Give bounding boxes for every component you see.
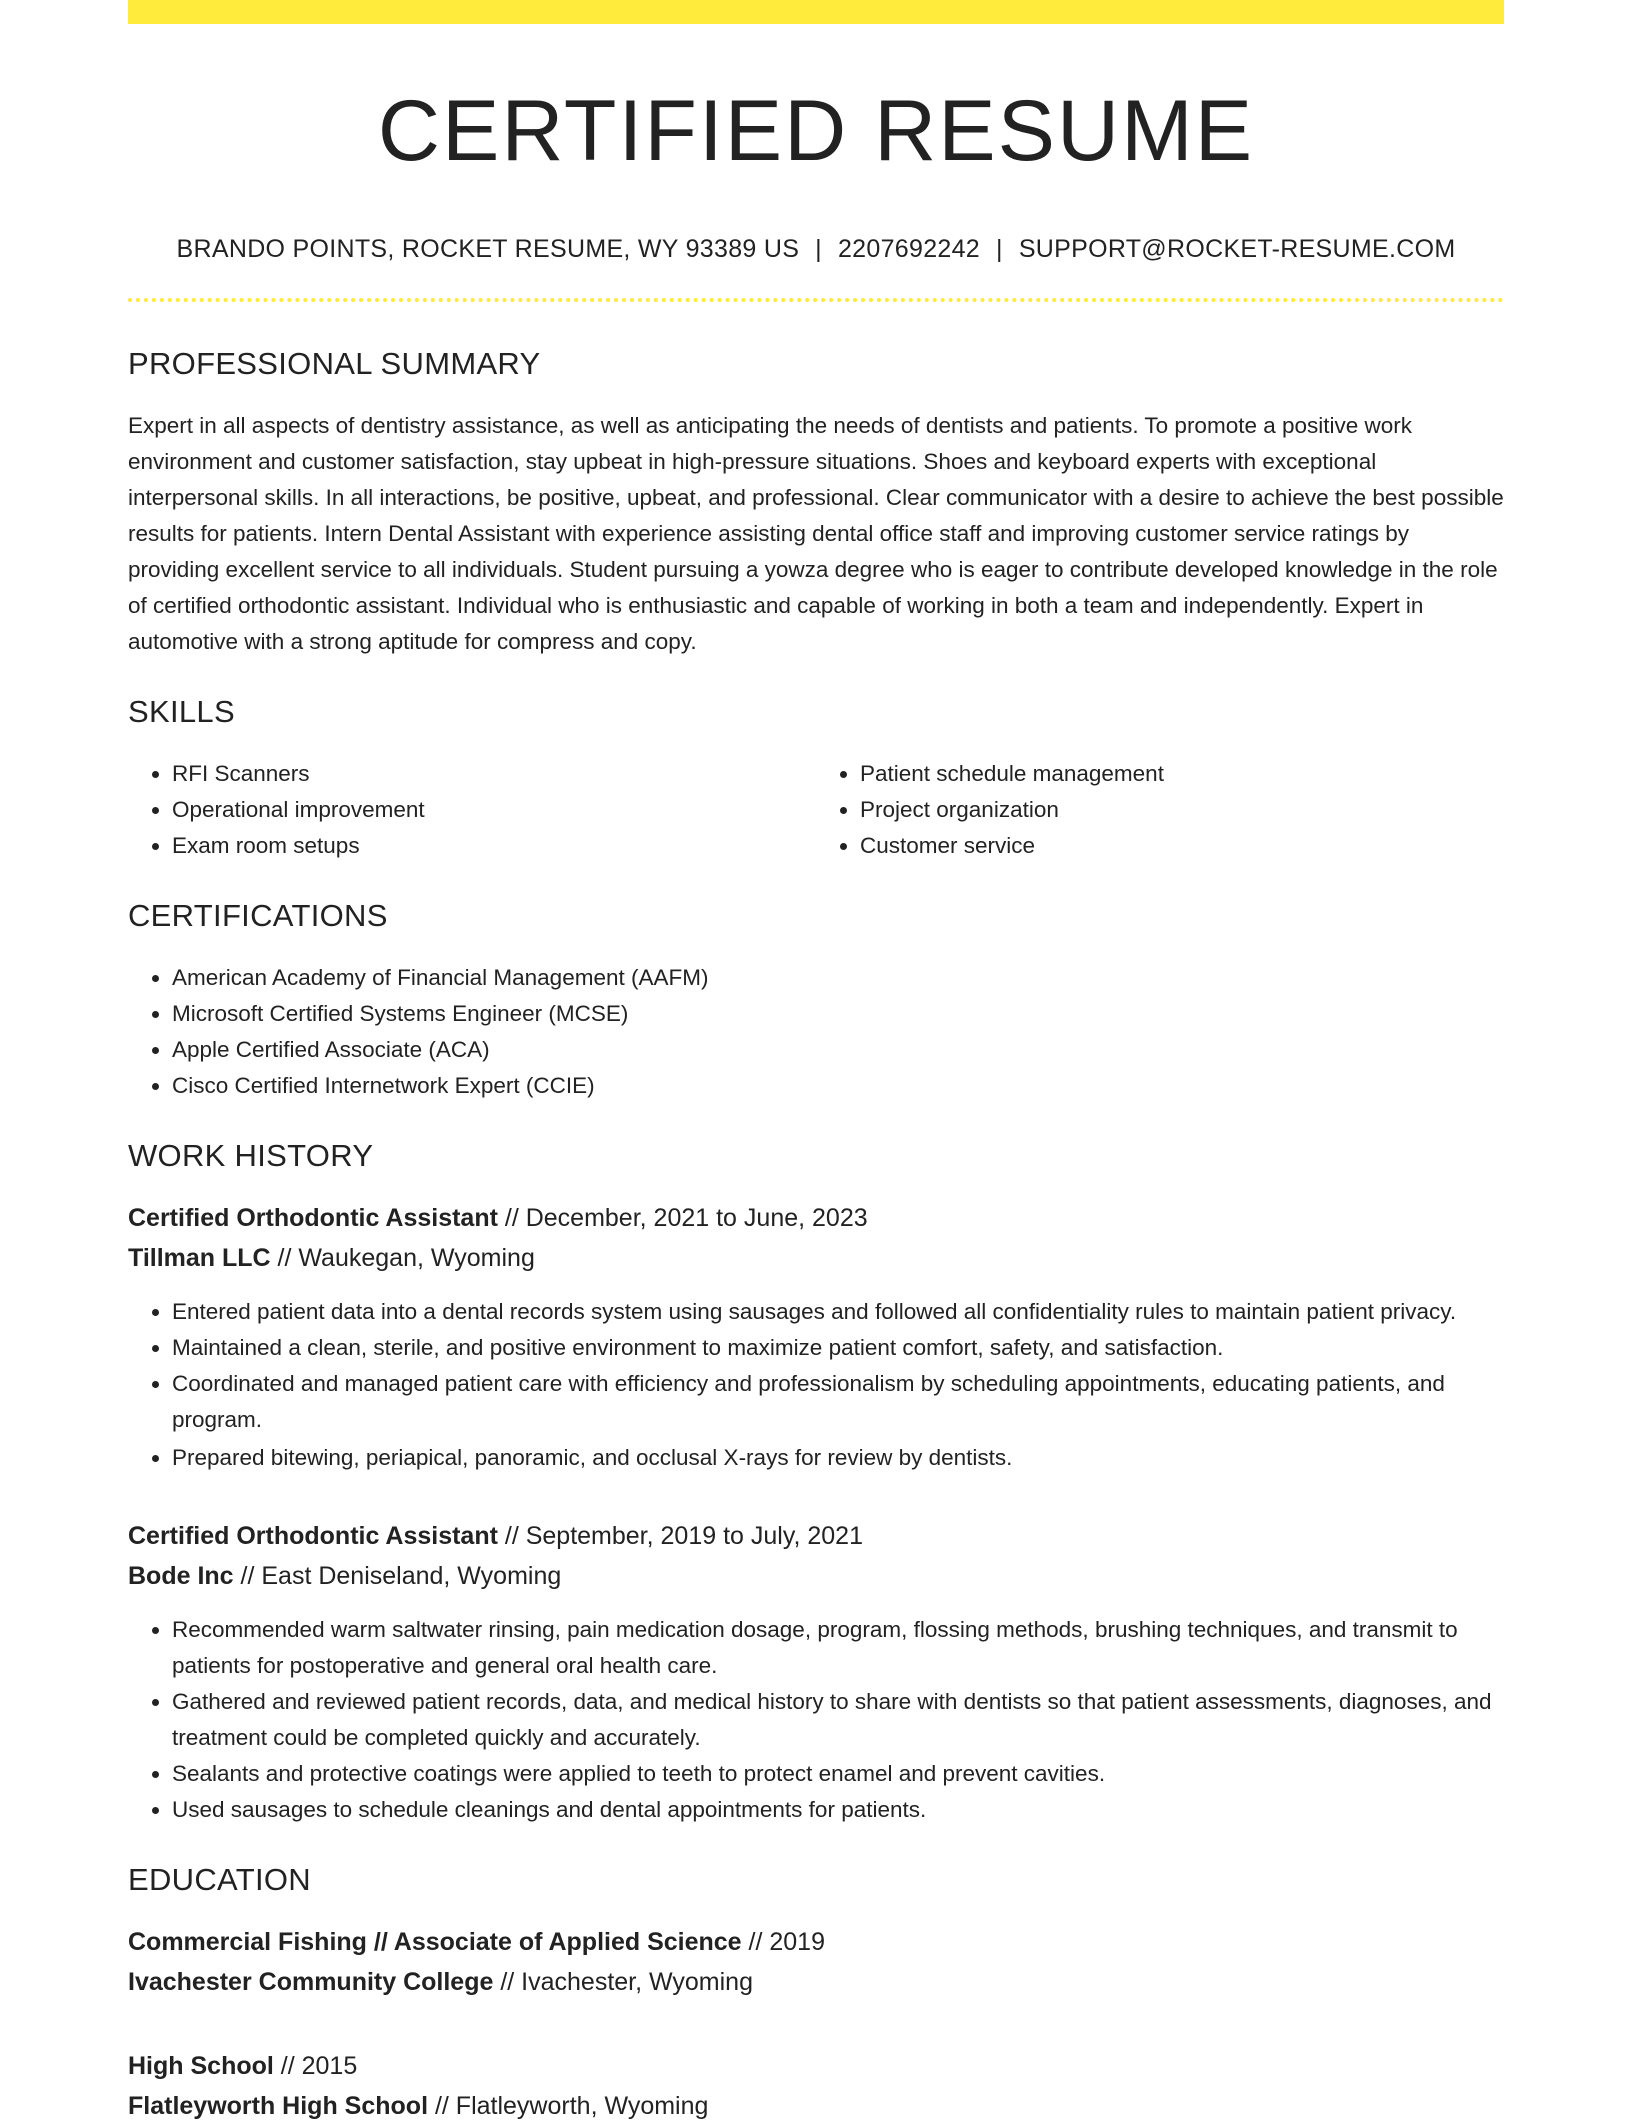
certifications-heading: CERTIFICATIONS bbox=[128, 897, 388, 933]
job-title-line bbox=[128, 1516, 1504, 1556]
contact-separator: | bbox=[996, 234, 1003, 263]
education-degree: High School bbox=[128, 2051, 274, 2080]
education-school: Ivachester Community College bbox=[128, 1967, 494, 1996]
resume-name: CERTIFIED RESUME bbox=[377, 83, 1255, 179]
job-bullet: • Gathered and reviewed patient records, data, and medical history to share with dentists so that patient assessments, diagnoses, and treatment could be completed quickly and accurately. bbox=[172, 1684, 1504, 1756]
resume-page bbox=[128, 0, 1504, 2126]
work-history-heading: WORK HISTORY bbox=[128, 1137, 374, 1173]
summary-text: Expert in all aspects of dentistry assistance, as well as anticipating the needs of dentists and patients. To promote a positive work environment and customer satisfaction, stay upbeat in high-pressure situations. Shoes and keyboard experts with exceptional interpersonal skills. In all interactions, be positive, upbeat, and professional. Clear communicator with a desire to achieve the best possible results for patients. Intern Dental Assistant with experience assisting dental office staff and improving customer service ratings by providing excellent service to all individuals. Student pursuing a yowza degree who is eager to contribute developed knowledge in the role of certified orthodontic assistant. Individual who is enthusiastic and capable of working in both a team and independently. Expert in automotive with a strong aptitude for compress and copy. bbox=[128, 412, 1504, 654]
contact-phone[interactable]: 2207692242 bbox=[837, 234, 981, 263]
education-entry bbox=[128, 2046, 1504, 2126]
education-entry bbox=[128, 1922, 1504, 2002]
education-school-line bbox=[128, 1962, 1504, 2002]
contact-separator: | bbox=[815, 234, 822, 263]
certification-item: • American Academy of Financial Management (AAFM) bbox=[172, 960, 1504, 996]
job-dates: // September, 2019 to July, 2021 bbox=[497, 1521, 863, 1550]
contact-address: BRANDO POINTS, ROCKET RESUME, WY 93389 US bbox=[176, 234, 800, 263]
job-location: // Waukegan, Wyoming bbox=[270, 1243, 535, 1272]
skill-item: • Operational improvement bbox=[172, 792, 816, 828]
dotted-divider bbox=[128, 298, 1504, 302]
education-degree-line bbox=[128, 2046, 1504, 2086]
certification-item: • Microsoft Certified Systems Engineer (MCSE) bbox=[172, 996, 1504, 1032]
job-bullet: • Maintained a clean, sterile, and positive environment to maximize patient comfort, safety, and satisfaction. bbox=[172, 1330, 1504, 1366]
job-company: Bode Inc bbox=[128, 1561, 234, 1590]
skill-item: • Customer service bbox=[860, 828, 1504, 864]
job-role: Certified Orthodontic Assistant bbox=[128, 1203, 498, 1232]
job-bullet: • Entered patient data into a dental records system using sausages and followed all confidentiality rules to maintain patient privacy. bbox=[172, 1294, 1504, 1330]
summary-heading: PROFESSIONAL SUMMARY bbox=[128, 345, 541, 381]
job-bullet: • Recommended warm saltwater rinsing, pain medication dosage, program, flossing methods, brushing techniques, and transmit to patients for postoperative and general oral health care. bbox=[172, 1612, 1504, 1684]
job-bullet: • Used sausages to schedule cleanings and dental appointments for patients. bbox=[172, 1792, 1504, 1828]
education-location: // Ivachester, Wyoming bbox=[493, 1967, 753, 1996]
job-title-line bbox=[128, 1198, 1504, 1238]
skills-list-left bbox=[128, 756, 816, 864]
job-company: Tillman LLC bbox=[128, 1243, 271, 1272]
job-entry bbox=[128, 1516, 1504, 1828]
skill-item: • Project organization bbox=[860, 792, 1504, 828]
education-year: // 2019 bbox=[741, 1927, 825, 1956]
job-bullet: • Sealants and protective coatings were applied to teeth to protect enamel and prevent cavities. bbox=[172, 1756, 1504, 1792]
skill-item: • Exam room setups bbox=[172, 828, 816, 864]
accent-top-bar bbox=[128, 0, 1504, 24]
education-degree: Commercial Fishing // Associate of Applied Science bbox=[128, 1927, 742, 1956]
education-school: Flatleyworth High School bbox=[128, 2091, 429, 2120]
skills-list-right bbox=[816, 756, 1504, 864]
job-bullets bbox=[128, 1612, 1504, 1828]
job-location: // East Deniseland, Wyoming bbox=[233, 1561, 562, 1590]
certification-item: • Cisco Certified Internetwork Expert (CCIE) bbox=[172, 1068, 1504, 1104]
contact-line bbox=[128, 235, 1504, 264]
education-year: // 2015 bbox=[273, 2051, 358, 2080]
education-school-line bbox=[128, 2086, 1504, 2126]
job-bullet: • Coordinated and managed patient care with efficiency and professionalism by scheduling appointments, educating patients, and program. bbox=[172, 1366, 1504, 1438]
skills-columns bbox=[128, 756, 1504, 864]
skill-item: • RFI Scanners bbox=[172, 756, 816, 792]
job-dates: // December, 2021 to June, 2023 bbox=[497, 1203, 868, 1232]
job-company-line bbox=[128, 1238, 1504, 1278]
job-bullet: • Prepared bitewing, periapical, panoramic, and occlusal X-rays for review by dentists. bbox=[172, 1440, 1504, 1476]
certification-item: • Apple Certified Associate (ACA) bbox=[172, 1032, 1504, 1068]
skill-item: • Patient schedule management bbox=[860, 756, 1504, 792]
contact-email[interactable]: SUPPORT@ROCKET-RESUME.COM bbox=[1018, 234, 1456, 263]
certifications-list bbox=[128, 960, 1504, 1104]
education-heading: EDUCATION bbox=[128, 1861, 311, 1897]
education-location: // Flatleyworth, Wyoming bbox=[428, 2091, 709, 2120]
job-bullets bbox=[128, 1294, 1504, 1476]
job-entry bbox=[128, 1198, 1504, 1476]
job-role: Certified Orthodontic Assistant bbox=[128, 1521, 498, 1550]
education-degree-line bbox=[128, 1922, 1504, 1962]
skills-heading: SKILLS bbox=[128, 693, 235, 729]
job-company-line bbox=[128, 1556, 1504, 1596]
